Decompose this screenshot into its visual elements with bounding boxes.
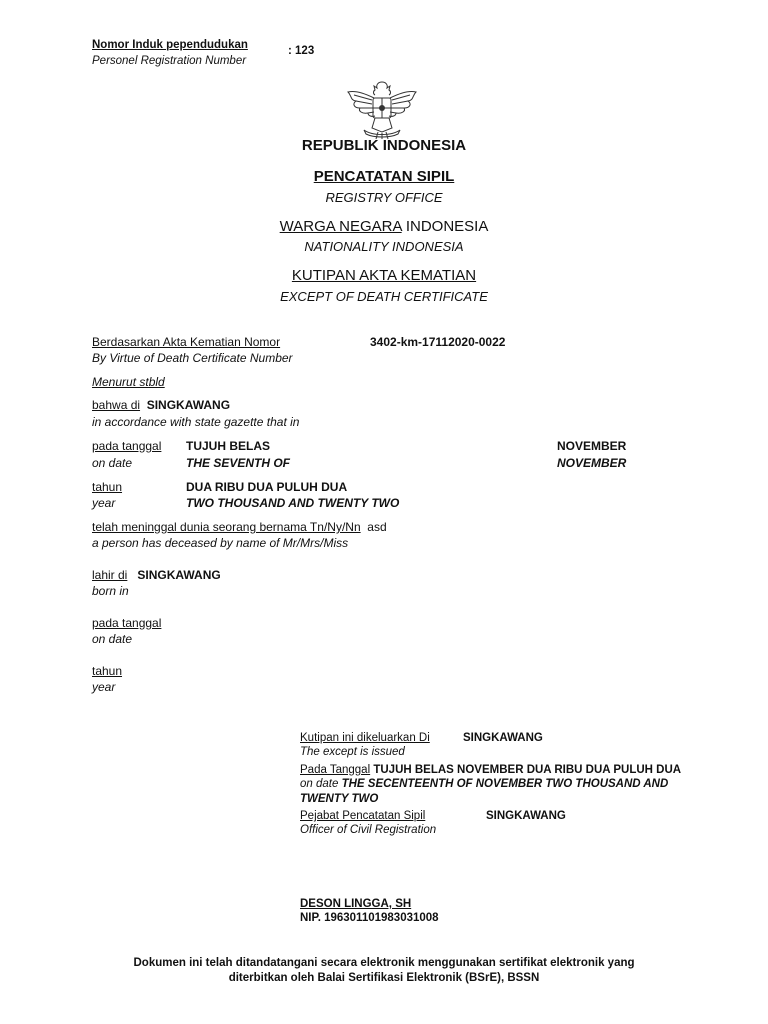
date-day-en: THE SEVENTH OF xyxy=(186,456,291,470)
cert-number-label: Berdasarkan Akta Kematian Nomor xyxy=(92,335,281,349)
born-date-label-en: on date xyxy=(92,632,133,646)
year-value-en: TWO THOUSAND AND TWENTY TWO xyxy=(186,496,400,510)
year-label-en: year xyxy=(92,496,116,510)
issue-date-value-en-1: THE SECENTEENTH OF NOVEMBER TWO THOUSAND AND xyxy=(341,778,669,790)
office-title: PENCATATAN SIPIL xyxy=(313,168,455,185)
year-value: DUA RIBU DUA PULUH DUA xyxy=(186,480,348,494)
footer-line-2: diterbitkan oleh Balai Sertifikasi Elektronik (BSrE), BSSN xyxy=(228,972,540,984)
nik-value: : 123 xyxy=(288,45,315,57)
footer-line-1: Dokumen ini telah ditandatangani secara elektronik menggunakan sertifikat elektronik yang xyxy=(133,957,635,969)
country-title: REPUBLIK INDONESIA xyxy=(301,137,467,154)
deceased-label: telah meninggal dunia seorang bernama Tn/Ny/Nn xyxy=(92,520,361,534)
date-label: pada tanggal xyxy=(92,439,162,453)
born-row xyxy=(92,568,221,582)
deceased-label-en: a person has deceased by name of Mr/Mrs/Miss xyxy=(92,536,349,550)
born-value: SINGKAWANG xyxy=(137,568,221,582)
date-month-en: NOVEMBER xyxy=(557,456,627,470)
nik-label-en: Personel Registration Number xyxy=(92,55,247,67)
officer-label-en: Officer of Civil Registration xyxy=(300,824,437,836)
signatory-nip: NIP. 196301101983031008 xyxy=(300,912,439,924)
deceased-value: asd xyxy=(367,520,387,534)
office-title-en: REGISTRY OFFICE xyxy=(325,190,443,205)
document-title: KUTIPAN AKTA KEMATIAN xyxy=(291,267,477,284)
issue-date-value: TUJUH BELAS NOVEMBER DUA RIBU DUA PULUH DUA xyxy=(373,764,682,776)
issue-date-value-en-2: TWENTY TWO xyxy=(300,793,379,805)
issued-label: Kutipan ini dikeluarkan Di xyxy=(300,732,430,744)
born-year-label: tahun xyxy=(92,664,123,678)
signatory-name: DESON LINGGA, SH xyxy=(300,898,412,910)
issued-label-en: The except is issued xyxy=(300,746,405,758)
issued-value: SINGKAWANG xyxy=(463,732,543,744)
year-label: tahun xyxy=(92,480,123,494)
document-title-en: EXCEPT OF DEATH CERTIFICATE xyxy=(280,289,488,304)
place-row xyxy=(92,398,230,412)
citizenship-label: WARGA NEGARA xyxy=(279,218,402,235)
issue-date-en-row xyxy=(300,778,668,790)
garuda-emblem-icon xyxy=(344,76,420,140)
cert-number-label-en: By Virtue of Death Certificate Number xyxy=(92,351,293,365)
born-date-label: pada tanggal xyxy=(92,616,162,630)
date-month: NOVEMBER xyxy=(557,439,627,453)
born-label-en: born in xyxy=(92,584,129,598)
date-label-en: on date xyxy=(92,456,133,470)
citizenship-title xyxy=(0,218,768,235)
issue-date-label: Pada Tanggal xyxy=(300,764,371,776)
officer-value: SINGKAWANG xyxy=(486,810,566,822)
place-label-en: in accordance with state gazette that in xyxy=(92,415,300,429)
citizenship-value: INDONESIA xyxy=(405,218,489,235)
born-label: lahir di xyxy=(92,568,128,582)
nik-label: Nomor Induk pependudukan xyxy=(92,39,248,51)
place-label: bahwa di xyxy=(92,398,141,412)
issue-date-row xyxy=(300,764,681,776)
citizenship-title-en: NATIONALITY INDONESIA xyxy=(304,239,464,254)
born-year-label-en: year xyxy=(92,680,116,694)
deceased-row xyxy=(92,520,387,534)
stbld-label: Menurut stbld xyxy=(92,375,165,389)
issue-date-label-en: on date xyxy=(300,778,339,790)
officer-label: Pejabat Pencatatan Sipil xyxy=(300,810,426,822)
cert-number-value: 3402-km-17112020-0022 xyxy=(370,335,506,349)
place-value: SINGKAWANG xyxy=(146,398,231,412)
date-day: TUJUH BELAS xyxy=(186,439,271,453)
